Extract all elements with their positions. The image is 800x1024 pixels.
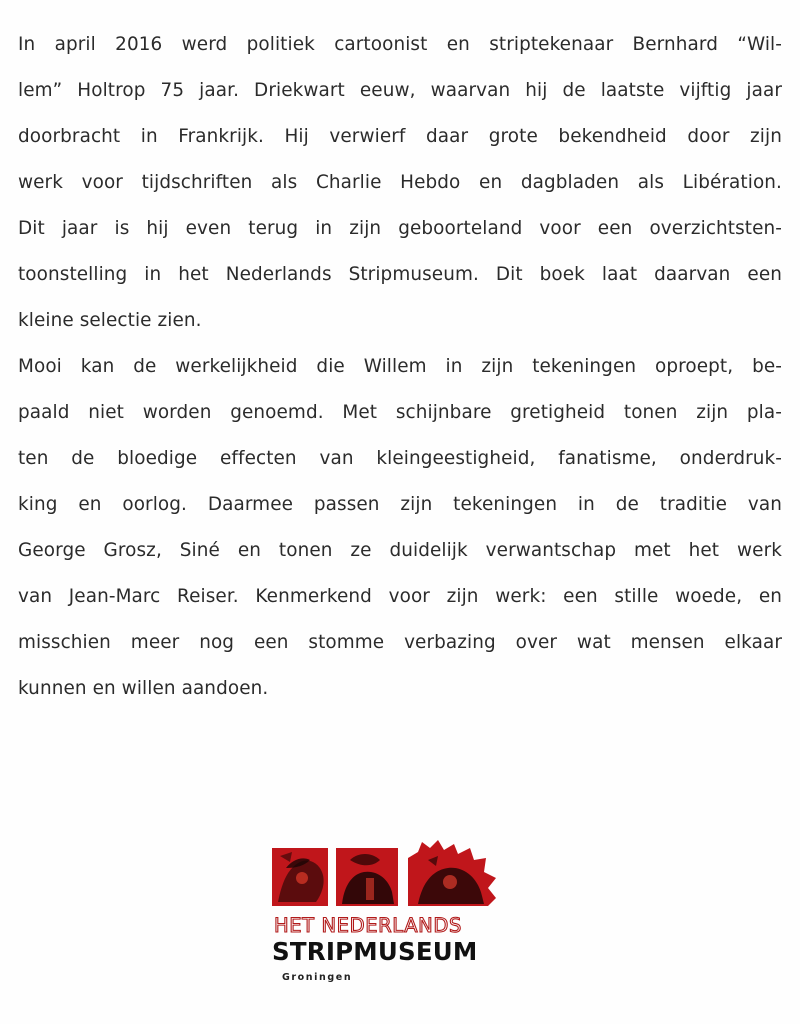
logo-comic-panels-icon — [272, 838, 498, 910]
logo-panel-left — [272, 848, 328, 906]
text-line: In april 2016 werd politiek cartoonist en striptekenaar Bernhard “Wil- — [18, 34, 782, 55]
logo-panel-middle — [336, 848, 398, 906]
text-line: misschien meer nog een stomme verbazing over wat mensen elkaar — [18, 632, 782, 653]
text-line: kleine selectie zien. — [18, 310, 202, 331]
text-line: Dit jaar is hij even terug in zijn geboorteland voor een overzichtsten- — [18, 218, 782, 239]
text-line: kunnen en willen aandoen. — [18, 678, 269, 699]
text-line: lem” Holtrop 75 jaar. Driekwart eeuw, waarvan hij de laatste vijftig jaar — [18, 80, 782, 101]
logo-subtitle: HET NEDERLANDS — [274, 914, 462, 937]
logo-city: Groningen — [282, 972, 353, 983]
description-text — [18, 22, 782, 712]
text-line: toonstelling in het Nederlands Stripmuseum. Dit boek laat daarvan een — [18, 264, 782, 285]
logo-name: STRIPMUSEUM — [272, 937, 478, 966]
text-line: doorbracht in Frankrijk. Hij verwierf daar grote bekendheid door zijn — [18, 126, 782, 147]
stripmuseum-logo — [272, 838, 502, 988]
text-line: Mooi kan de werkelijkheid die Willem in zijn tekeningen oproept, be- — [18, 356, 782, 377]
text-line: paald niet worden genoemd. Met schijnbare gretigheid tonen zijn pla- — [18, 402, 782, 423]
logo-panel-right — [408, 840, 496, 906]
text-line: van Jean-Marc Reiser. Kenmerkend voor zijn werk: een stille woede, en — [18, 586, 782, 607]
text-line: ten de bloedige effecten van kleingeestigheid, fanatisme, onderdruk- — [18, 448, 782, 469]
text-line: George Grosz, Siné en tonen ze duidelijk verwantschap met het werk — [18, 540, 782, 561]
text-line: king en oorlog. Daarmee passen zijn tekeningen in de traditie van — [18, 494, 782, 515]
text-line: werk voor tijdschriften als Charlie Hebdo en dagbladen als Libération. — [18, 172, 782, 193]
